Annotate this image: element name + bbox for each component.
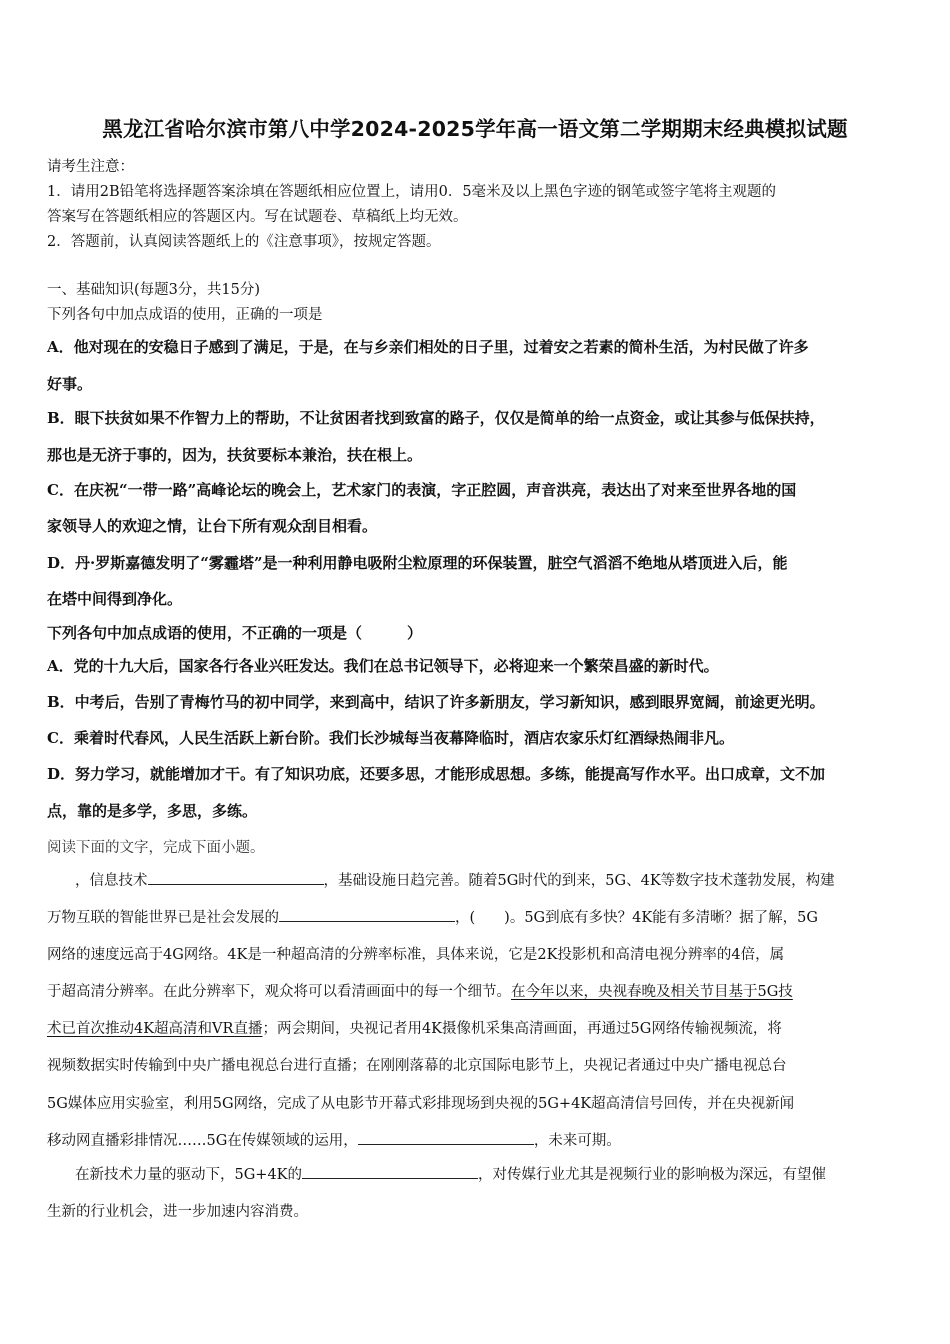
passage-text: 万物互联的智能世界已是社会发展的 (47, 910, 279, 926)
question-2-stem: 下列各句中加点成语的使用，不正确的一项是（ ） (47, 624, 423, 642)
reading-intro: 阅读下面的文字，完成下面小题。 (47, 840, 265, 856)
passage-text: ，信息技术 (75, 873, 148, 889)
underlined-sentence: 术已首次推动4K超高清和VR直播 (47, 1021, 263, 1037)
passage-text: 在新技术力量的驱动下，5G+4K的 (75, 1167, 303, 1183)
passage-text: ，未来可期。 (533, 1133, 621, 1149)
q1-option-a-line-1: A．他对现在的安稳日子感到了满足，于是，在与乡亲们相处的日子里，过着安之若素的简朴生活，为村民做了许多 (47, 338, 809, 356)
passage-line-3: 网络的速度远高于4G网络。4K是一种超高清的分辨率标准，具体来说，它是2K投影机和高清电视分辨率的4倍，属 (47, 947, 785, 963)
q1-option-b-line-2: 那也是无济于事的，因为，扶贫要标本兼治，扶在根上。 (47, 446, 423, 464)
passage-text: 于超高清分辨率。在此分辨率下，观众将可以看清画面中的每一个细节。 (47, 984, 511, 1000)
passage-line-8 (47, 1129, 621, 1150)
passage-text: ；两会期间，央视记者用4K摄像机采集高清画面，再通过5G网络传输视频流，将 (262, 1021, 782, 1037)
notice-item-1-line-2: 答案写在答题纸相应的答题区内。写在试题卷、草稿纸上均无效。 (47, 209, 468, 225)
q1-option-b-line-1: B．眼下扶贫如果不作智力上的帮助，不让贫困者找到致富的路子，仅仅是简单的给一点资金，或让其参与低保扶持， (47, 409, 825, 427)
exam-title: 黑龙江省哈尔滨市第八中学2024-2025学年高一语文第二学期期末经典模拟试题 (102, 117, 848, 141)
q2-option-a: A．党的十九大后，国家各行各业兴旺发达。我们在总书记领导下，必将迎来一个繁荣昌盛的新时代。 (47, 657, 719, 675)
q1-option-d-line-2: 在塔中间得到净化。 (47, 590, 183, 608)
fill-blank-4 (302, 1164, 478, 1179)
passage-line-6: 视频数据实时传输到中央广播电视总台进行直播；在刚刚落幕的北京国际电影节上，央视记者通过中央广播电视总台 (47, 1058, 787, 1074)
q1-option-a-line-2: 好事。 (47, 375, 93, 393)
passage-line-2 (47, 906, 818, 927)
passage-text: ，( )。5G到底有多快？4K能有多清晰？据了解，5G (455, 910, 818, 926)
passage-line-5 (47, 1017, 782, 1038)
q2-option-d-line-2: 点，靠的是多学，多思，多练。 (47, 802, 258, 820)
q2-option-c: C．乘着时代春风，人民生活跃上新台阶。我们长沙城每当夜幕降临时，酒店农家乐灯红酒绿热闹非凡。 (47, 729, 734, 747)
q2-option-b: B．中考后，告别了青梅竹马的初中同学，来到高中，结识了许多新朋友，学习新知识，感到眼界宽阔，前途更光明。 (47, 693, 825, 711)
passage-p2-line-1 (75, 1163, 826, 1184)
notice-heading: 请考生注意： (47, 159, 134, 175)
passage-text: ，基础设施日趋完善。随着5G时代的到来，5G、4K等数字技术蓬勃发展，构建 (323, 873, 835, 889)
notice-item-1-line-1: 1．请用2B铅笔将选择题答案涂填在答题纸相应位置上，请用0．5毫米及以上黑色字迹的钢笔或签字笔将主观题的 (47, 184, 777, 200)
notice-item-2: 2．答题前，认真阅读答题纸上的《注意事项》，按规定答题。 (47, 234, 441, 250)
q2-option-d-line-1: D．努力学习，就能增加才干。有了知识功底，还要多思，才能形成思想。多练，能提高写作水平。出口成章，文不加 (47, 765, 826, 783)
passage-text: 移动网直播彩排情况……5G在传媒领域的运用， (47, 1133, 358, 1149)
underlined-sentence: 在今年以来，央视春晚及相关节目基于5G技 (511, 984, 793, 1000)
passage-line-1 (75, 869, 835, 890)
passage-text: ，对传媒行业尤其是视频行业的影响极为深远，有望催 (478, 1167, 827, 1183)
section-heading: 一、基础知识(每题3分，共15分) (47, 282, 260, 298)
fill-blank-3 (358, 1130, 534, 1145)
q1-option-c-line-1: C．在庆祝“一带一路”高峰论坛的晚会上，艺术家门的表演，字正腔圆，声音洪亮，表达出了对来至世界各地的国 (47, 481, 797, 499)
passage-line-4 (47, 980, 793, 1001)
q1-option-c-line-2: 家领导人的欢迎之情，让台下所有观众刮目相看。 (47, 517, 378, 535)
question-1-stem: 下列各句中加点成语的使用，正确的一项是 (47, 307, 323, 323)
passage-p2-line-2: 生新的行业机会，进一步加速内容消费。 (47, 1204, 308, 1220)
fill-blank-1 (148, 870, 324, 885)
passage-line-7: 5G媒体应用实验室，利用5G网络，完成了从电影节开幕式彩排现场到央视的5G+4K超高清信号回传，并在央视新闻 (47, 1096, 795, 1112)
fill-blank-2 (279, 907, 455, 922)
q1-option-d-line-1: D．丹·罗斯嘉德发明了“雾霾塔”是一种利用静电吸附尘粒原理的环保装置，脏空气滔滔不绝地从塔顶进入后，能 (47, 554, 788, 572)
